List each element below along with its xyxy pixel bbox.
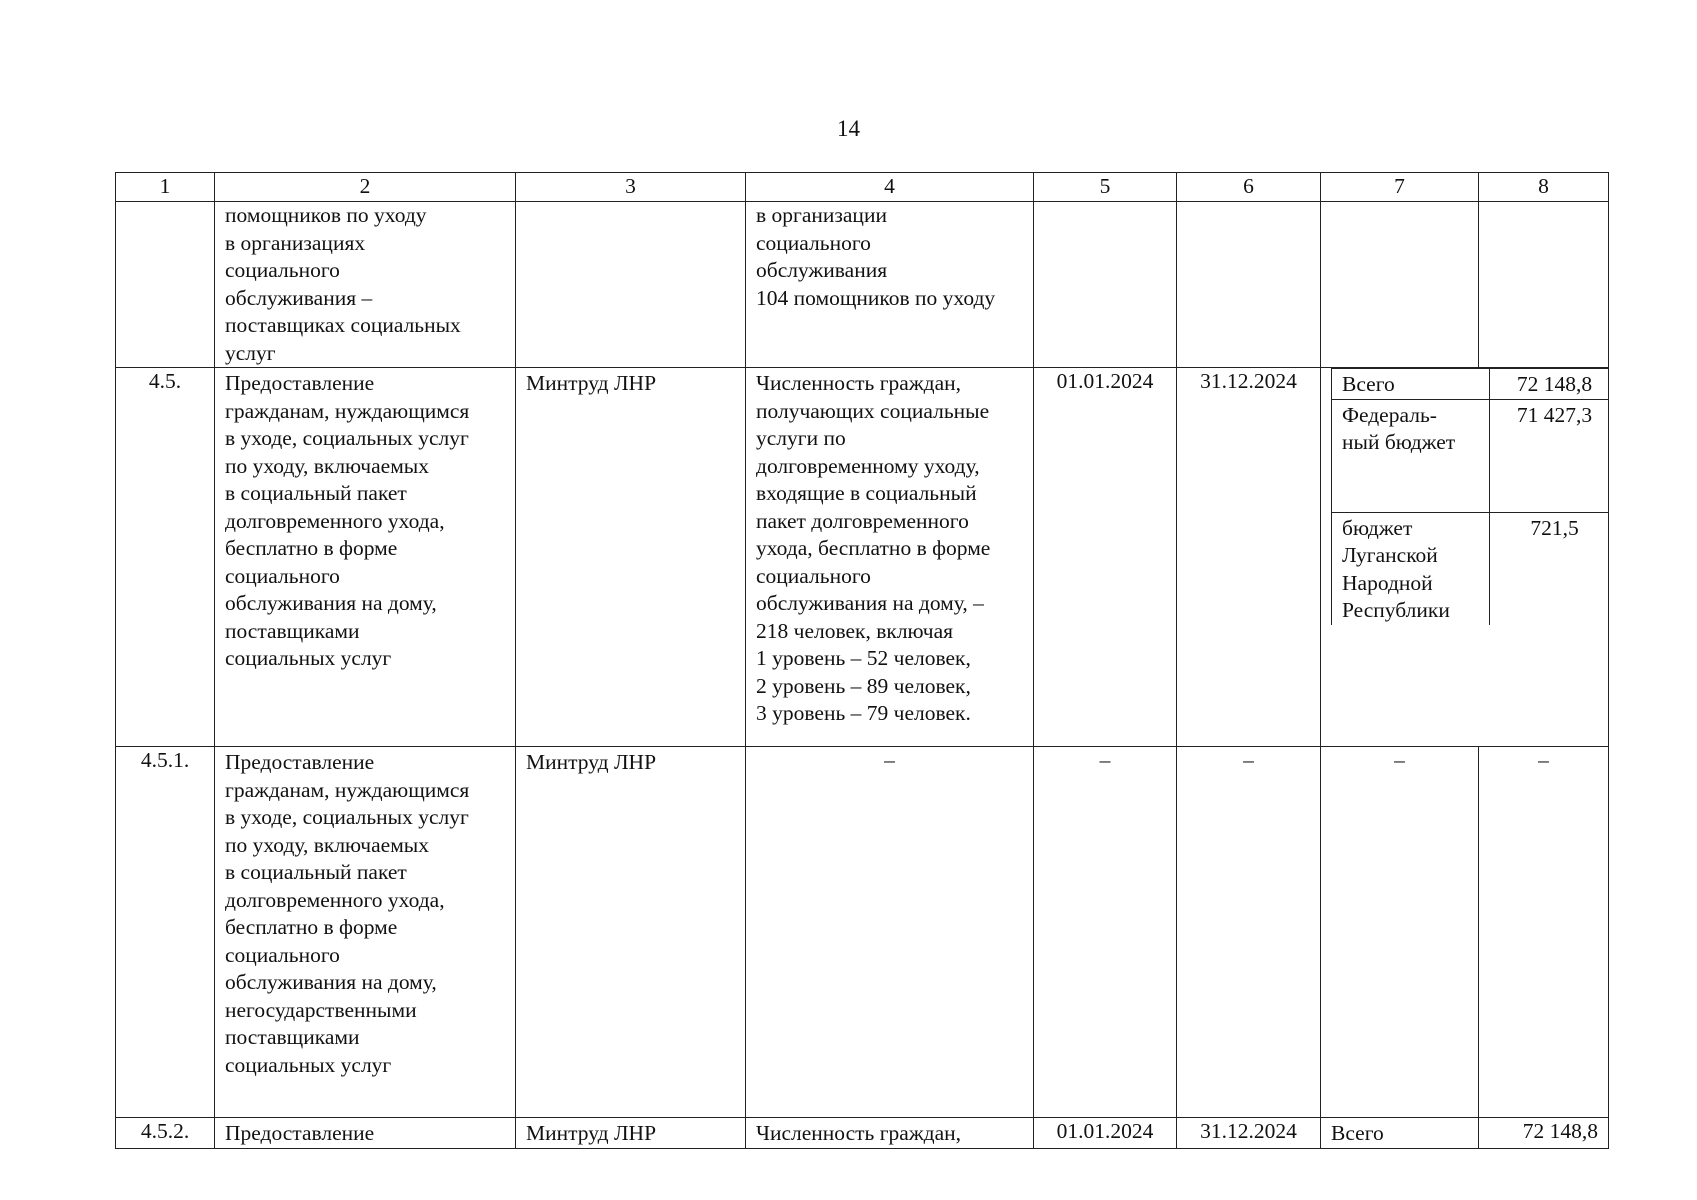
funding-source: Всего — [1332, 369, 1490, 400]
page-number: 14 — [837, 116, 860, 141]
funding-amount: 72 148,8 — [1490, 369, 1609, 400]
executor: Минтруд ЛНР — [516, 368, 746, 747]
funding-source: бюджет Луганской Народной Республики — [1332, 512, 1490, 625]
funding-row — [1332, 399, 1609, 512]
column-header: 1 — [116, 173, 215, 202]
funding-source — [1321, 202, 1479, 368]
funding-amount: 721,5 — [1490, 512, 1609, 625]
column-header: 5 — [1034, 173, 1177, 202]
funding-source: Федераль- ный бюджет — [1332, 399, 1490, 512]
funding-amount: 72 148,8 — [1479, 1118, 1609, 1149]
measure-name: Предоставление — [215, 1118, 516, 1149]
measure-name: помощников по уходу в организациях социального обслуживания – поставщиках социальных услуг — [215, 202, 516, 368]
start-date: – — [1034, 747, 1177, 1118]
funding-amount: 71 427,3 — [1490, 399, 1609, 512]
indicator: в организации социального обслуживания 104 помощников по уходу — [746, 202, 1034, 368]
row-number: 4.5.2. — [116, 1118, 215, 1149]
indicator: Численность граждан, получающих социальные услуги по долговременному уходу, входящие в социальный пакет долговременного ухода, бесплатно в форме социального обслуживания на дому, – 218 человек, включая 1 уровень – 52 человек, 2 уровень – 89 человек, 3 уровень – 79 человек. — [746, 368, 1034, 747]
funding-source: – — [1321, 747, 1479, 1118]
funding-block — [1321, 368, 1609, 747]
end-date: 31.12.2024 — [1177, 368, 1321, 747]
column-header: 3 — [516, 173, 746, 202]
table-row — [116, 747, 1609, 1118]
column-header: 4 — [746, 173, 1034, 202]
funding-subtable — [1331, 368, 1609, 625]
table-row — [116, 1118, 1609, 1149]
end-date: – — [1177, 747, 1321, 1118]
measure-name: Предоставление гражданам, нуждающимся в уходе, социальных услуг по уходу, включаемых в социальный пакет долговременного ухода, бесплатно в форме социального обслуживания на дому, поставщиками социальных услуг — [215, 368, 516, 747]
funding-amount — [1479, 202, 1609, 368]
column-header: 7 — [1321, 173, 1479, 202]
end-date — [1177, 202, 1321, 368]
row-number: 4.5. — [116, 368, 215, 747]
table-row — [116, 202, 1609, 368]
table-row — [116, 368, 1609, 747]
executor: Минтруд ЛНР — [516, 747, 746, 1118]
column-header: 2 — [215, 173, 516, 202]
column-header-row — [116, 173, 1609, 202]
start-date — [1034, 202, 1177, 368]
executor: Минтруд ЛНР — [516, 1118, 746, 1149]
start-date: 01.01.2024 — [1034, 368, 1177, 747]
end-date: 31.12.2024 — [1177, 1118, 1321, 1149]
funding-source: Всего — [1321, 1118, 1479, 1149]
row-number: 4.5.1. — [116, 747, 215, 1118]
row-number — [116, 202, 215, 368]
indicator: Численность граждан, — [746, 1118, 1034, 1149]
start-date: 01.01.2024 — [1034, 1118, 1177, 1149]
indicator: – — [746, 747, 1034, 1118]
column-header: 8 — [1479, 173, 1609, 202]
funding-amount: – — [1479, 747, 1609, 1118]
measure-name: Предоставление гражданам, нуждающимся в уходе, социальных услуг по уходу, включаемых в социальный пакет долговременного ухода, бесплатно в форме социального обслуживания на дому, негосударственными поставщиками социальных услуг — [215, 747, 516, 1118]
column-header: 6 — [1177, 173, 1321, 202]
program-table — [115, 172, 1609, 1149]
funding-row — [1332, 369, 1609, 400]
funding-row — [1332, 512, 1609, 625]
executor — [516, 202, 746, 368]
